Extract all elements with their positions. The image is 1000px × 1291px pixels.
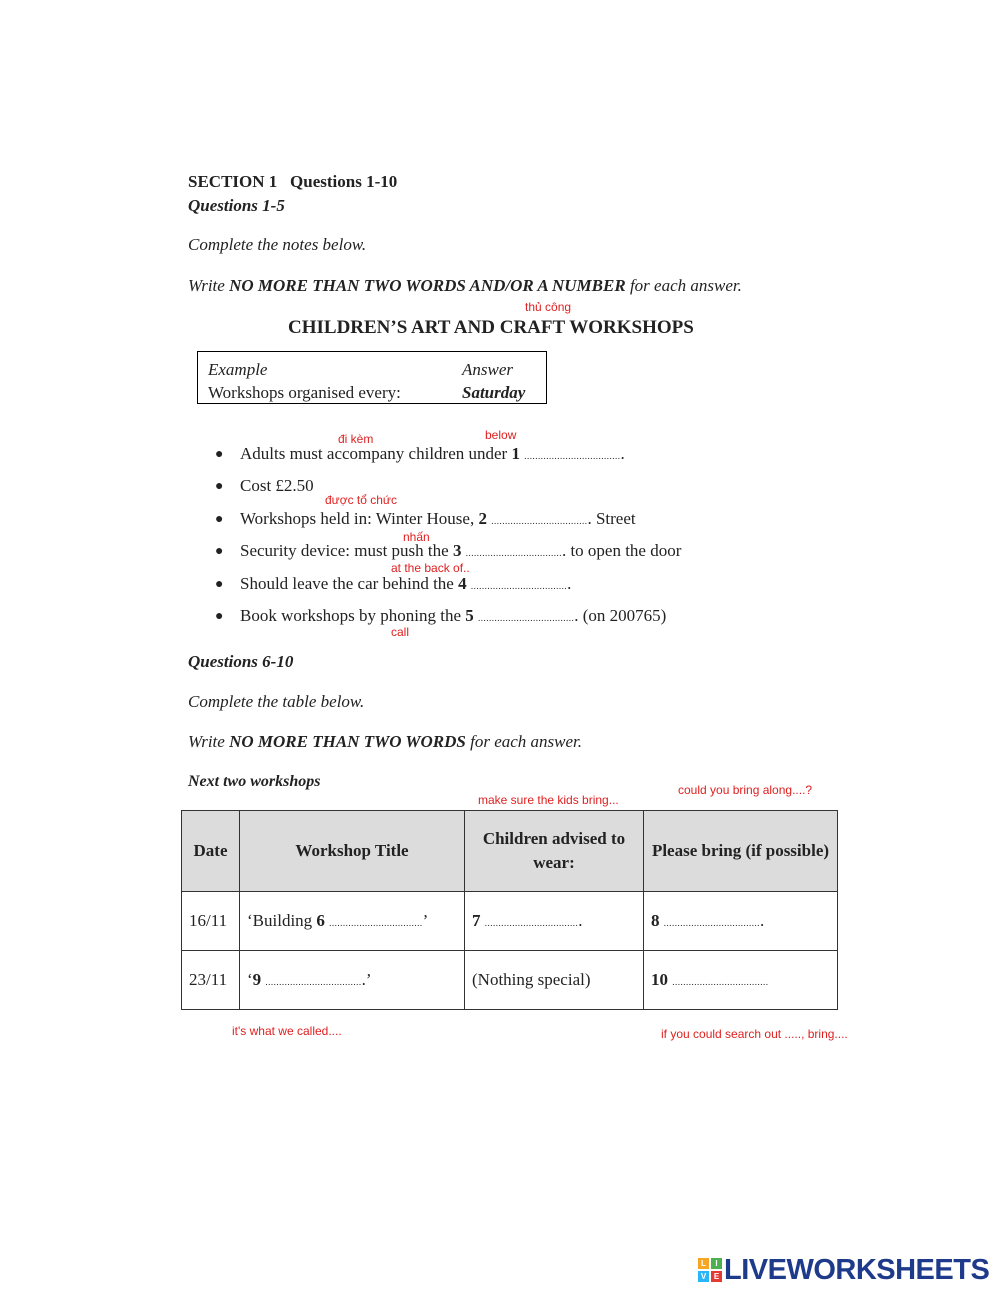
annotation-its-what: it's what we called....	[232, 1024, 342, 1038]
answer-blank[interactable]: ..................................	[329, 918, 423, 928]
example-box	[197, 351, 547, 404]
annotation-could-you: could you bring along....?	[678, 783, 813, 797]
answer-label: Answer	[462, 360, 513, 379]
instruction-word-limit-2	[188, 732, 582, 752]
answer-blank[interactable]: ...................................	[491, 516, 588, 526]
note-item-2	[240, 509, 636, 529]
bullet: ●	[215, 609, 224, 624]
instruction-complete-table: Complete the table below.	[188, 692, 365, 711]
note-text: Adults must accompany children under	[240, 444, 512, 463]
workshops-table	[181, 810, 838, 1010]
instruction-bold: NO MORE THAN TWO WORDS	[229, 732, 466, 751]
section-questions: Questions 1-10	[290, 172, 398, 191]
cell-text: ‘	[247, 970, 253, 989]
example-question: Workshops organised every:	[208, 383, 401, 402]
answer-blank[interactable]: ...................................	[265, 977, 362, 987]
cell-text-post: ’	[422, 911, 429, 930]
header-date: Date	[182, 811, 240, 892]
answer-blank[interactable]: ..................................	[484, 918, 579, 928]
cell-title	[240, 892, 465, 951]
logo-block: I	[711, 1258, 722, 1269]
note-text: Book workshops by phoning the	[240, 606, 466, 625]
instruction-pre: Write	[188, 276, 230, 295]
example-label: Example	[208, 360, 268, 379]
instruction-pre: Write	[188, 732, 230, 751]
bullet: ●	[215, 512, 224, 527]
annotation-at-back: at the back of..	[391, 561, 470, 575]
cell-text: ‘Building	[247, 911, 317, 930]
question-number: 10	[651, 970, 668, 989]
note-text: Should leave the car behind the	[240, 574, 459, 593]
bullet: ●	[215, 577, 224, 592]
question-number: 4	[458, 574, 467, 593]
section-label: SECTION 1	[188, 172, 278, 191]
cell-bring	[644, 951, 838, 1010]
cell-date: 23/11	[182, 951, 240, 1010]
question-number: 3	[452, 541, 462, 560]
annotation-nhan: nhấn	[403, 530, 430, 544]
note-text-post: . to open the door	[561, 541, 682, 560]
instruction-post: for each answer.	[625, 276, 742, 295]
annotation-di-kem: đi kèm	[338, 432, 374, 446]
answer-blank[interactable]: ...................................	[672, 977, 769, 987]
page-title: CHILDREN’S ART AND CRAFT WORKSHOPS	[288, 317, 694, 338]
table-row	[182, 892, 838, 951]
bullet: ●	[215, 447, 224, 462]
note-text: Cost £2.50	[240, 476, 314, 495]
table-caption: Next two workshops	[188, 773, 321, 790]
note-text: Workshops held in: Winter House,	[240, 509, 479, 528]
cell-bring	[644, 892, 838, 951]
logo-icon	[698, 1258, 722, 1282]
note-item-4	[240, 574, 571, 594]
note-text-post: . Street	[587, 509, 636, 528]
note-item-3	[240, 541, 681, 561]
annotation-make-sure: make sure the kids bring...	[478, 793, 619, 807]
instruction-complete-notes: Complete the notes below.	[188, 235, 367, 254]
note-item-cost	[240, 476, 314, 496]
cell-text-post: .’	[361, 970, 372, 989]
logo-text: LIVEWORKSHEETS	[724, 1253, 990, 1286]
bullet: ●	[215, 479, 224, 494]
header-wear: Children advised to wear:	[465, 811, 644, 892]
note-item-1	[240, 444, 625, 464]
question-number: 2	[478, 509, 487, 528]
note-text-post: . (on 200765)	[574, 606, 667, 625]
note-text-post: .	[620, 444, 625, 463]
cell-text-post: .	[578, 911, 583, 930]
annotation-below: below	[485, 428, 517, 442]
question-number: 6	[316, 911, 325, 930]
note-item-5	[240, 606, 666, 626]
annotation-call: call	[391, 625, 410, 639]
example-answer: Saturday	[462, 383, 526, 402]
answer-blank[interactable]: ...................................	[663, 918, 760, 928]
cell-title	[240, 951, 465, 1010]
instruction-post: for each answer.	[465, 732, 583, 751]
question-number: 1	[511, 444, 520, 463]
section-heading	[188, 172, 397, 192]
subsection-heading-2: Questions 6-10	[188, 652, 294, 671]
cell-date: 16/11	[182, 892, 240, 951]
answer-blank[interactable]: ...................................	[478, 613, 575, 623]
annotation-if-you-could: if you could search out ....., bring....	[661, 1027, 848, 1041]
table-header-row	[182, 811, 838, 892]
question-number: 5	[465, 606, 474, 625]
logo-block: L	[698, 1258, 709, 1269]
instruction-word-limit	[188, 276, 742, 296]
cell-text-post: .	[760, 911, 765, 930]
table-row	[182, 951, 838, 1010]
cell-wear: (Nothing special)	[465, 951, 644, 1010]
subsection-heading: Questions 1-5	[188, 196, 285, 215]
bullet: ●	[215, 544, 224, 559]
header-bring: Please bring (if possible)	[644, 811, 838, 892]
liveworksheets-logo	[698, 1253, 989, 1287]
note-text-post: .	[567, 574, 572, 593]
instruction-bold: NO MORE THAN TWO WORDS AND/OR A NUMBER	[229, 276, 626, 295]
question-number: 7	[472, 911, 481, 930]
question-number: 9	[252, 970, 262, 989]
note-text: Security device: must push the	[240, 541, 453, 560]
answer-blank[interactable]: ...................................	[470, 581, 568, 591]
annotation-thu-cong: thủ công	[525, 300, 572, 314]
annotation-duoc-to-chuc: được tổ chức	[325, 493, 397, 507]
logo-block: V	[698, 1271, 709, 1282]
answer-blank[interactable]: ...................................	[524, 451, 621, 461]
header-workshop-title: Workshop Title	[240, 811, 465, 892]
question-number: 8	[651, 911, 660, 930]
logo-block: E	[711, 1271, 722, 1282]
answer-blank[interactable]: ...................................	[465, 548, 562, 558]
cell-wear	[465, 892, 644, 951]
